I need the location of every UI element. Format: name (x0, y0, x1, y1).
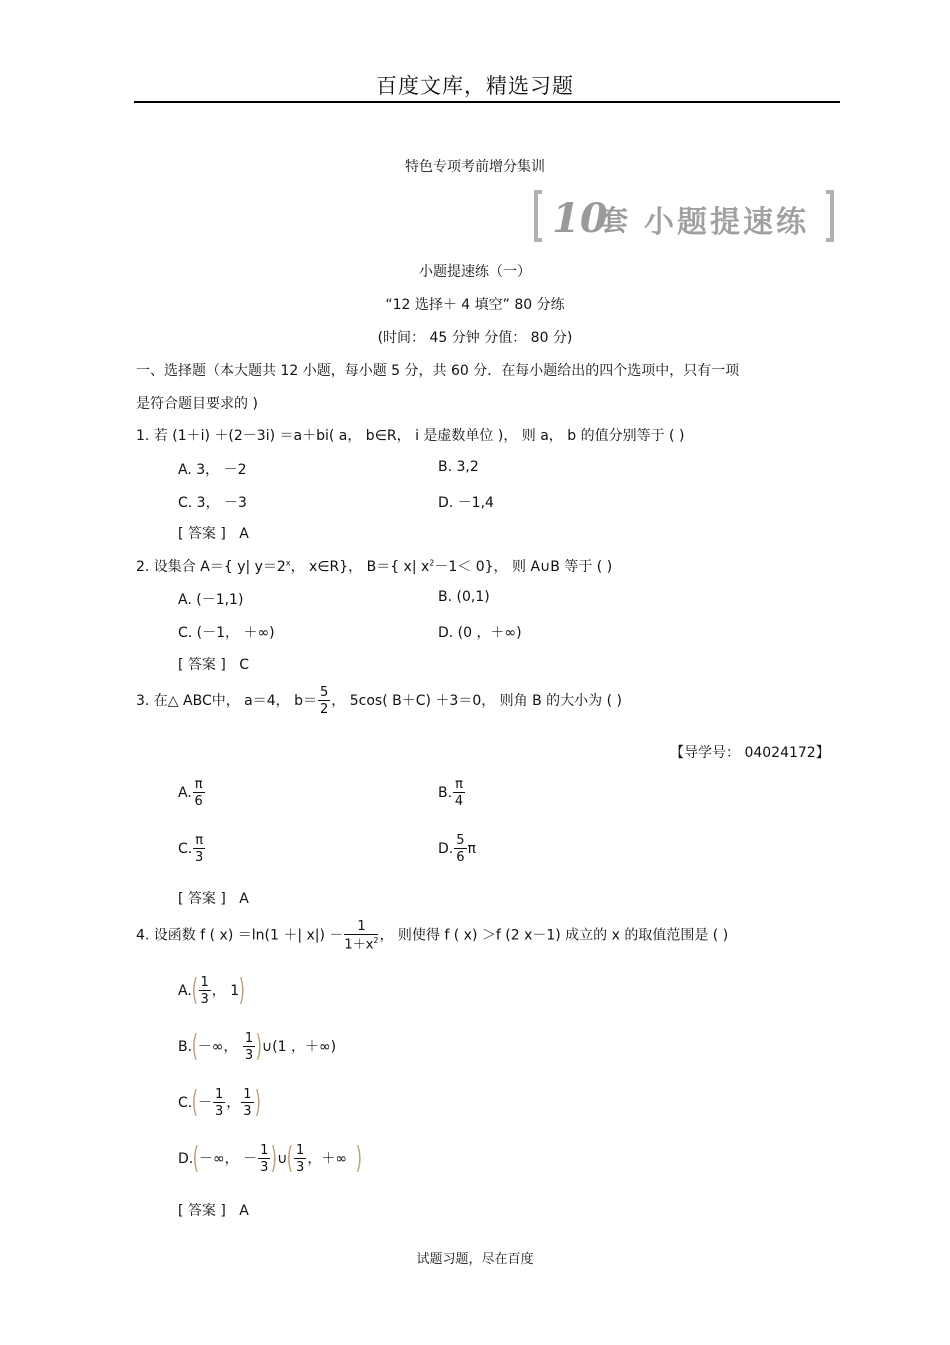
q4-c-num1: 1 (214, 1087, 224, 1102)
q3-d-num: 5 (456, 833, 465, 848)
q1-option-b: B. 3,2 (438, 459, 479, 475)
q4-answer (178, 1200, 249, 1220)
document-subtitle: 特色专项考前增分集训 (405, 159, 545, 175)
q2-option-c: C. (－1， ＋∞) (178, 625, 275, 641)
q4-b-den: 3 (244, 1048, 254, 1063)
set-title: 小题提速练（一） (419, 264, 531, 280)
q4-c-rparen: ) (254, 1085, 261, 1120)
q1-option-c: C. 3， －3 (178, 495, 247, 511)
q4-c-mid: ， (226, 1095, 241, 1111)
q4-b-tail: ∪(1 ，＋∞) (261, 1039, 337, 1055)
q4-f-den-text: 1＋x (344, 937, 374, 953)
q2-option-b: B. (0,1) (438, 589, 490, 605)
q4-a-lparen: ( (191, 973, 198, 1008)
q2-sup2: 2 (429, 558, 435, 568)
q4-option-b-label: B. (178, 1039, 193, 1055)
q3-option-d-fraction (454, 834, 466, 864)
q4-d-lparen1: ( (192, 1141, 200, 1176)
q4-c-num2: 1 (243, 1087, 252, 1102)
q3-option-c (178, 834, 206, 864)
q1-option-a: A. 3， －2 (178, 462, 247, 478)
q3-stem-part2: ， 5cos( B＋C) ＋3＝0， 则角 B 的大小为 ( ) (331, 693, 623, 709)
q4-c-den1: 3 (214, 1104, 224, 1119)
q2-option-a: A. (－1,1) (178, 592, 244, 608)
q4-d-fraction2 (294, 1144, 306, 1174)
q4-a-num: 1 (200, 975, 209, 990)
q4-d-num1: 1 (260, 1143, 269, 1158)
q3-option-a-fraction (193, 778, 205, 808)
q4-a-rparen: ) (238, 973, 246, 1008)
q3-a-den: 6 (194, 794, 203, 809)
q2-stem (136, 556, 612, 576)
section-instructions-line1: 一、选择题（本大题共 12 小题，每小题 5 分，共 60 分．在每小题给出的四个选项中，只有一项 (136, 363, 740, 379)
q4-a-den: 3 (200, 992, 209, 1007)
q3-option-c-label: C. (178, 841, 193, 857)
q3-option-d (438, 834, 476, 864)
q3-option-c-fraction (193, 834, 205, 864)
q2-option-d: D. (0 ，＋∞) (438, 625, 522, 641)
q4-b-num: 1 (244, 1031, 254, 1046)
q3-b-fraction (318, 686, 330, 716)
q2-answer-value: C (239, 657, 249, 673)
q3-stem (136, 686, 622, 716)
q3-option-a-label: A. (178, 785, 192, 801)
q3-option-b-fraction (453, 778, 465, 808)
q3-option-b-label: B. (438, 785, 453, 801)
q4-c-lparen: ( (191, 1085, 199, 1120)
q4-option-a-label: A. (178, 983, 192, 999)
header-title: 百度文库，精选习题 (376, 74, 574, 98)
q4-b-rparen: ) (255, 1029, 263, 1064)
q4-option-c (178, 1085, 261, 1120)
footer-text: 试题习题，尽在百度 (416, 1252, 534, 1267)
q4-f-den (344, 935, 378, 951)
q4-stem-part2: ， 则使得 f ( x) ＞f (2 x－1) 成立的 x 的取值范围是 ( ) (379, 927, 729, 944)
banner-graphic (532, 188, 838, 244)
q3-b-den: 2 (320, 702, 329, 717)
q1-answer (178, 523, 249, 543)
q3-stem-part1: 3. 在△ ABC中， a＝4， b＝ (136, 693, 318, 709)
q4-d-den2: 3 (296, 1160, 305, 1175)
q1-answer-value: A (239, 526, 249, 542)
q4-d-tail: ，＋∞ (307, 1151, 347, 1167)
q4-answer-value: A (239, 1203, 249, 1219)
set-format: “12 选择＋ 4 填空” 80 分练 (385, 297, 565, 313)
q3-reference-number: 【导学号： 04024172】 (670, 745, 830, 761)
q4-stem (136, 920, 728, 951)
banner-text: 小题提速练 (644, 205, 809, 240)
q3-b-num: 5 (320, 685, 329, 700)
q4-c-head: － (197, 1095, 212, 1111)
q4-option-c-label: C. (178, 1095, 193, 1111)
q3-answer-label: [ 答案 ] (178, 891, 226, 907)
q4-answer-label: [ 答案 ] (178, 1203, 226, 1219)
q3-c-den: 3 (195, 850, 204, 865)
q4-d-rparen1: ) (270, 1141, 278, 1176)
q4-d-rparen2: ) (355, 1141, 362, 1176)
q4-b-fraction (243, 1032, 255, 1062)
q4-d-den1: 3 (260, 1160, 269, 1175)
banner-char: 套 (600, 204, 629, 237)
header-rule (134, 101, 840, 103)
q4-f-num: 1 (344, 920, 378, 935)
banner-number: 10 (552, 195, 608, 242)
q4-a-fraction (199, 976, 211, 1006)
q2-answer-label: [ 答案 ] (178, 657, 226, 673)
q4-option-b (178, 1029, 337, 1064)
q4-b-head: －∞， (197, 1039, 238, 1055)
q4-b-lparen: ( (191, 1029, 199, 1064)
q3-answer-value: A (239, 891, 249, 907)
q4-d-num2: 1 (296, 1143, 305, 1158)
q3-d-den: 6 (456, 850, 465, 865)
q3-option-a (178, 778, 206, 808)
q4-d-lparen2: ( (286, 1141, 294, 1176)
q2-stem-part2: ， x∈R}， B＝{ x| x (290, 559, 430, 575)
q1-option-d: D. －1,4 (438, 495, 494, 511)
q4-stem-part1: 4. 设函数 f ( x) ＝ln(1 ＋| x|) － (136, 927, 344, 944)
q4-c-fraction1 (213, 1088, 225, 1118)
q4-d-fraction1 (258, 1144, 270, 1174)
set-time: (时间： 45 分钟 分值： 80 分) (377, 330, 573, 346)
q4-option-a (178, 973, 246, 1008)
q3-c-num: π (195, 833, 204, 848)
q4-a-tail: ， 1 (211, 983, 240, 999)
q2-stem-part1: 2. 设集合 A＝{ y| y＝2 (136, 559, 286, 575)
q4-d-head: －∞， － (198, 1151, 258, 1167)
q2-answer (178, 654, 249, 674)
q3-d-pi: π (467, 841, 476, 857)
q4-fraction (344, 920, 378, 951)
q4-c-den2: 3 (243, 1104, 252, 1119)
q4-option-d (178, 1141, 362, 1176)
q2-stem-part3: －1＜ 0}， 则 A∪B 等于 ( ) (434, 559, 613, 575)
q3-a-num: π (194, 777, 203, 792)
q3-option-d-label: D. (438, 841, 454, 857)
q1-stem: 1. 若 (1＋i) ＋(2－3i) ＝a＋bi( a， b∈R， i 是虚数单位 )， 则 a， b 的值分别等于 ( ) (136, 428, 685, 444)
section-instructions-line2: 是符合题目要求的 ) (136, 396, 258, 412)
q4-d-union: ∪ (277, 1151, 288, 1167)
q3-option-b (438, 778, 466, 808)
q3-answer (178, 888, 249, 908)
q3-b-opt-num: π (455, 777, 463, 792)
q4-c-fraction2 (241, 1088, 253, 1118)
q4-option-d-label: D. (178, 1151, 194, 1167)
q2-sup1: x (285, 558, 291, 568)
q3-b-opt-den: 4 (454, 794, 464, 809)
q4-f-den-sup: 2 (373, 936, 379, 945)
q1-answer-label: [ 答案 ] (178, 526, 226, 542)
banner-logo (532, 188, 838, 244)
